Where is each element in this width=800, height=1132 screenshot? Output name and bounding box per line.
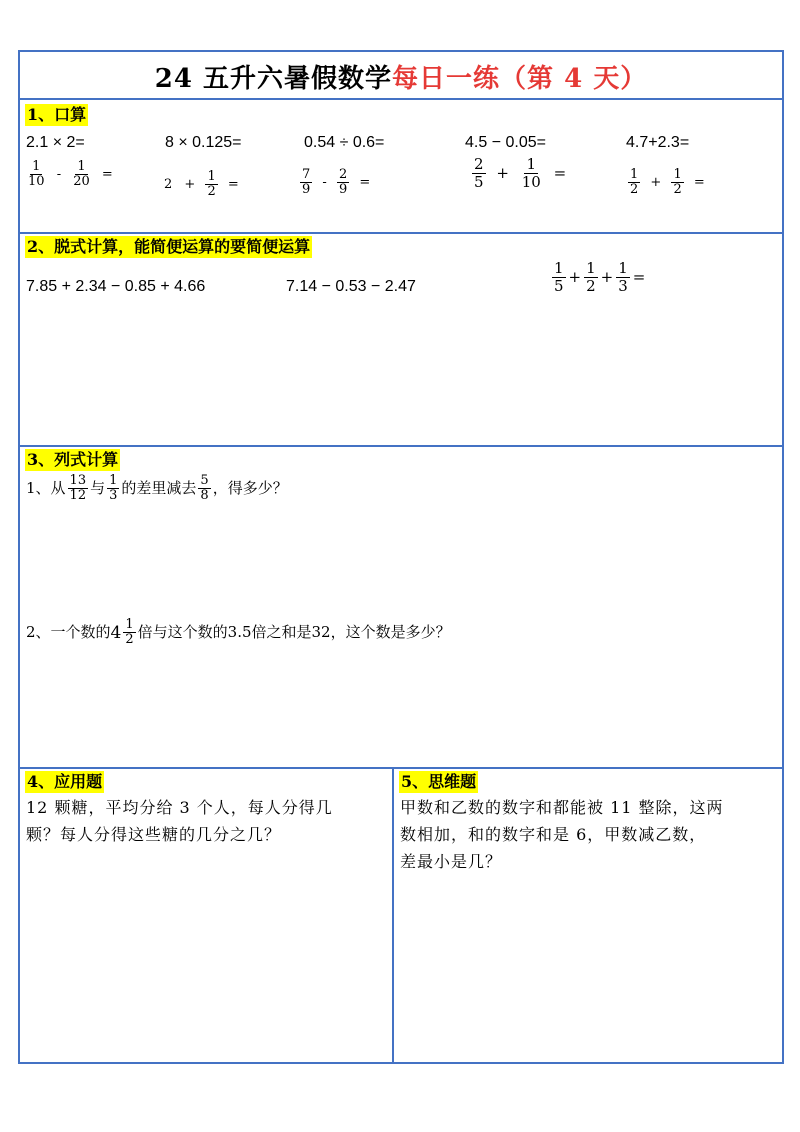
fraction: $\frac{1}{3}$ xyxy=(618,259,628,295)
worksheet xyxy=(18,50,784,1064)
section4-heading: 4、应用题 xyxy=(27,772,103,791)
mental-calc-1: 2.1 × 2= xyxy=(26,134,85,151)
fraction: $\frac{2}{9}$ xyxy=(338,167,348,198)
fraction: $\frac{1}{10}$ xyxy=(521,155,541,191)
word-problem-text: 12 颗糖，平均分给 3 个人，每人分得几 颗？每人分得这些糖的几分之几？ xyxy=(26,798,333,844)
stepwise-calc-3: $\frac{1}{5}$ + $\frac{1}{2}$ + $\frac{1}{3}$ = xyxy=(554,259,646,295)
fraction: $\frac{1}{2}$ xyxy=(207,169,216,200)
title-main: 24 五升六暑假数学 xyxy=(154,64,393,94)
stepwise-calc-1: 7.85 + 2.34 − 0.85 + 4.66 xyxy=(26,278,206,295)
mental-calc-2: 8 × 0.125= xyxy=(165,134,242,151)
title-accent: 每日一练（第 4 天） xyxy=(392,64,648,94)
mental-calc-7: 2 + $\frac{1}{2}$ = xyxy=(164,169,239,200)
divider-section2 xyxy=(20,232,782,234)
mental-calc-3: 0.54 ÷ 0.6= xyxy=(304,134,385,151)
fraction: $\frac{1}{20}$ xyxy=(73,159,90,190)
mental-calc-9: $\frac{2}{5}$ + $\frac{1}{10}$ = xyxy=(474,155,567,191)
section2-heading: 2、脱式计算，能简便运算的要简便运算 xyxy=(27,237,311,256)
divider-section45 xyxy=(20,767,782,769)
fraction: $\frac{1}{2}$ xyxy=(586,259,596,295)
section1-heading: 1、口算 xyxy=(27,105,87,124)
equation-problem-1: 1、从 $\frac{13}{12}$ 与 $\frac{1}{3}$ 的差里减去 $\frac{5}{8}$ ，得多少？ xyxy=(26,473,288,504)
section3-heading: 3、列式计算 xyxy=(27,450,119,469)
page-title xyxy=(20,58,782,95)
fraction: $\frac{13}{12}$ xyxy=(69,473,87,504)
fraction: $\frac{1}{2}$ xyxy=(630,167,639,198)
equation-problem-2: 2、一个数的4 $\frac{1}{2}$ 倍与这个数的3.5倍之和是32，这个数是多少？ xyxy=(26,617,451,648)
fraction: $\frac{1}{2}$ xyxy=(125,617,134,648)
thinking-problem-text: 甲数和乙数的数字和都能被 11 整除，这两 数相加，和的数字和是 6，甲数减乙数， 差最小是几？ xyxy=(400,798,724,871)
fraction: $\frac{2}{5}$ xyxy=(474,155,484,191)
divider-title xyxy=(20,98,782,100)
divider-vertical xyxy=(392,767,394,1062)
mental-calc-10: $\frac{1}{2}$ + $\frac{1}{2}$ = xyxy=(630,167,705,198)
stepwise-calc-2: 7.14 − 0.53 − 2.47 xyxy=(286,278,416,295)
divider-section3 xyxy=(20,445,782,447)
fraction: $\frac{1}{3}$ xyxy=(109,473,118,504)
fraction: $\frac{7}{9}$ xyxy=(302,167,311,198)
fraction: $\frac{1}{5}$ xyxy=(554,259,564,295)
mental-calc-5: 4.7+2.3= xyxy=(626,134,690,151)
fraction: $\frac{5}{8}$ xyxy=(200,473,209,504)
section5-heading: 5、思维题 xyxy=(401,772,477,791)
fraction: $\frac{1}{2}$ xyxy=(673,167,682,198)
mental-calc-6: $\frac{1}{10}$ - $\frac{1}{20}$ = xyxy=(28,159,113,190)
fraction: $\frac{1}{10}$ xyxy=(28,159,45,190)
mental-calc-8: $\frac{7}{9}$ - $\frac{2}{9}$ = xyxy=(302,167,371,198)
mental-calc-4: 4.5 − 0.05= xyxy=(465,134,546,151)
